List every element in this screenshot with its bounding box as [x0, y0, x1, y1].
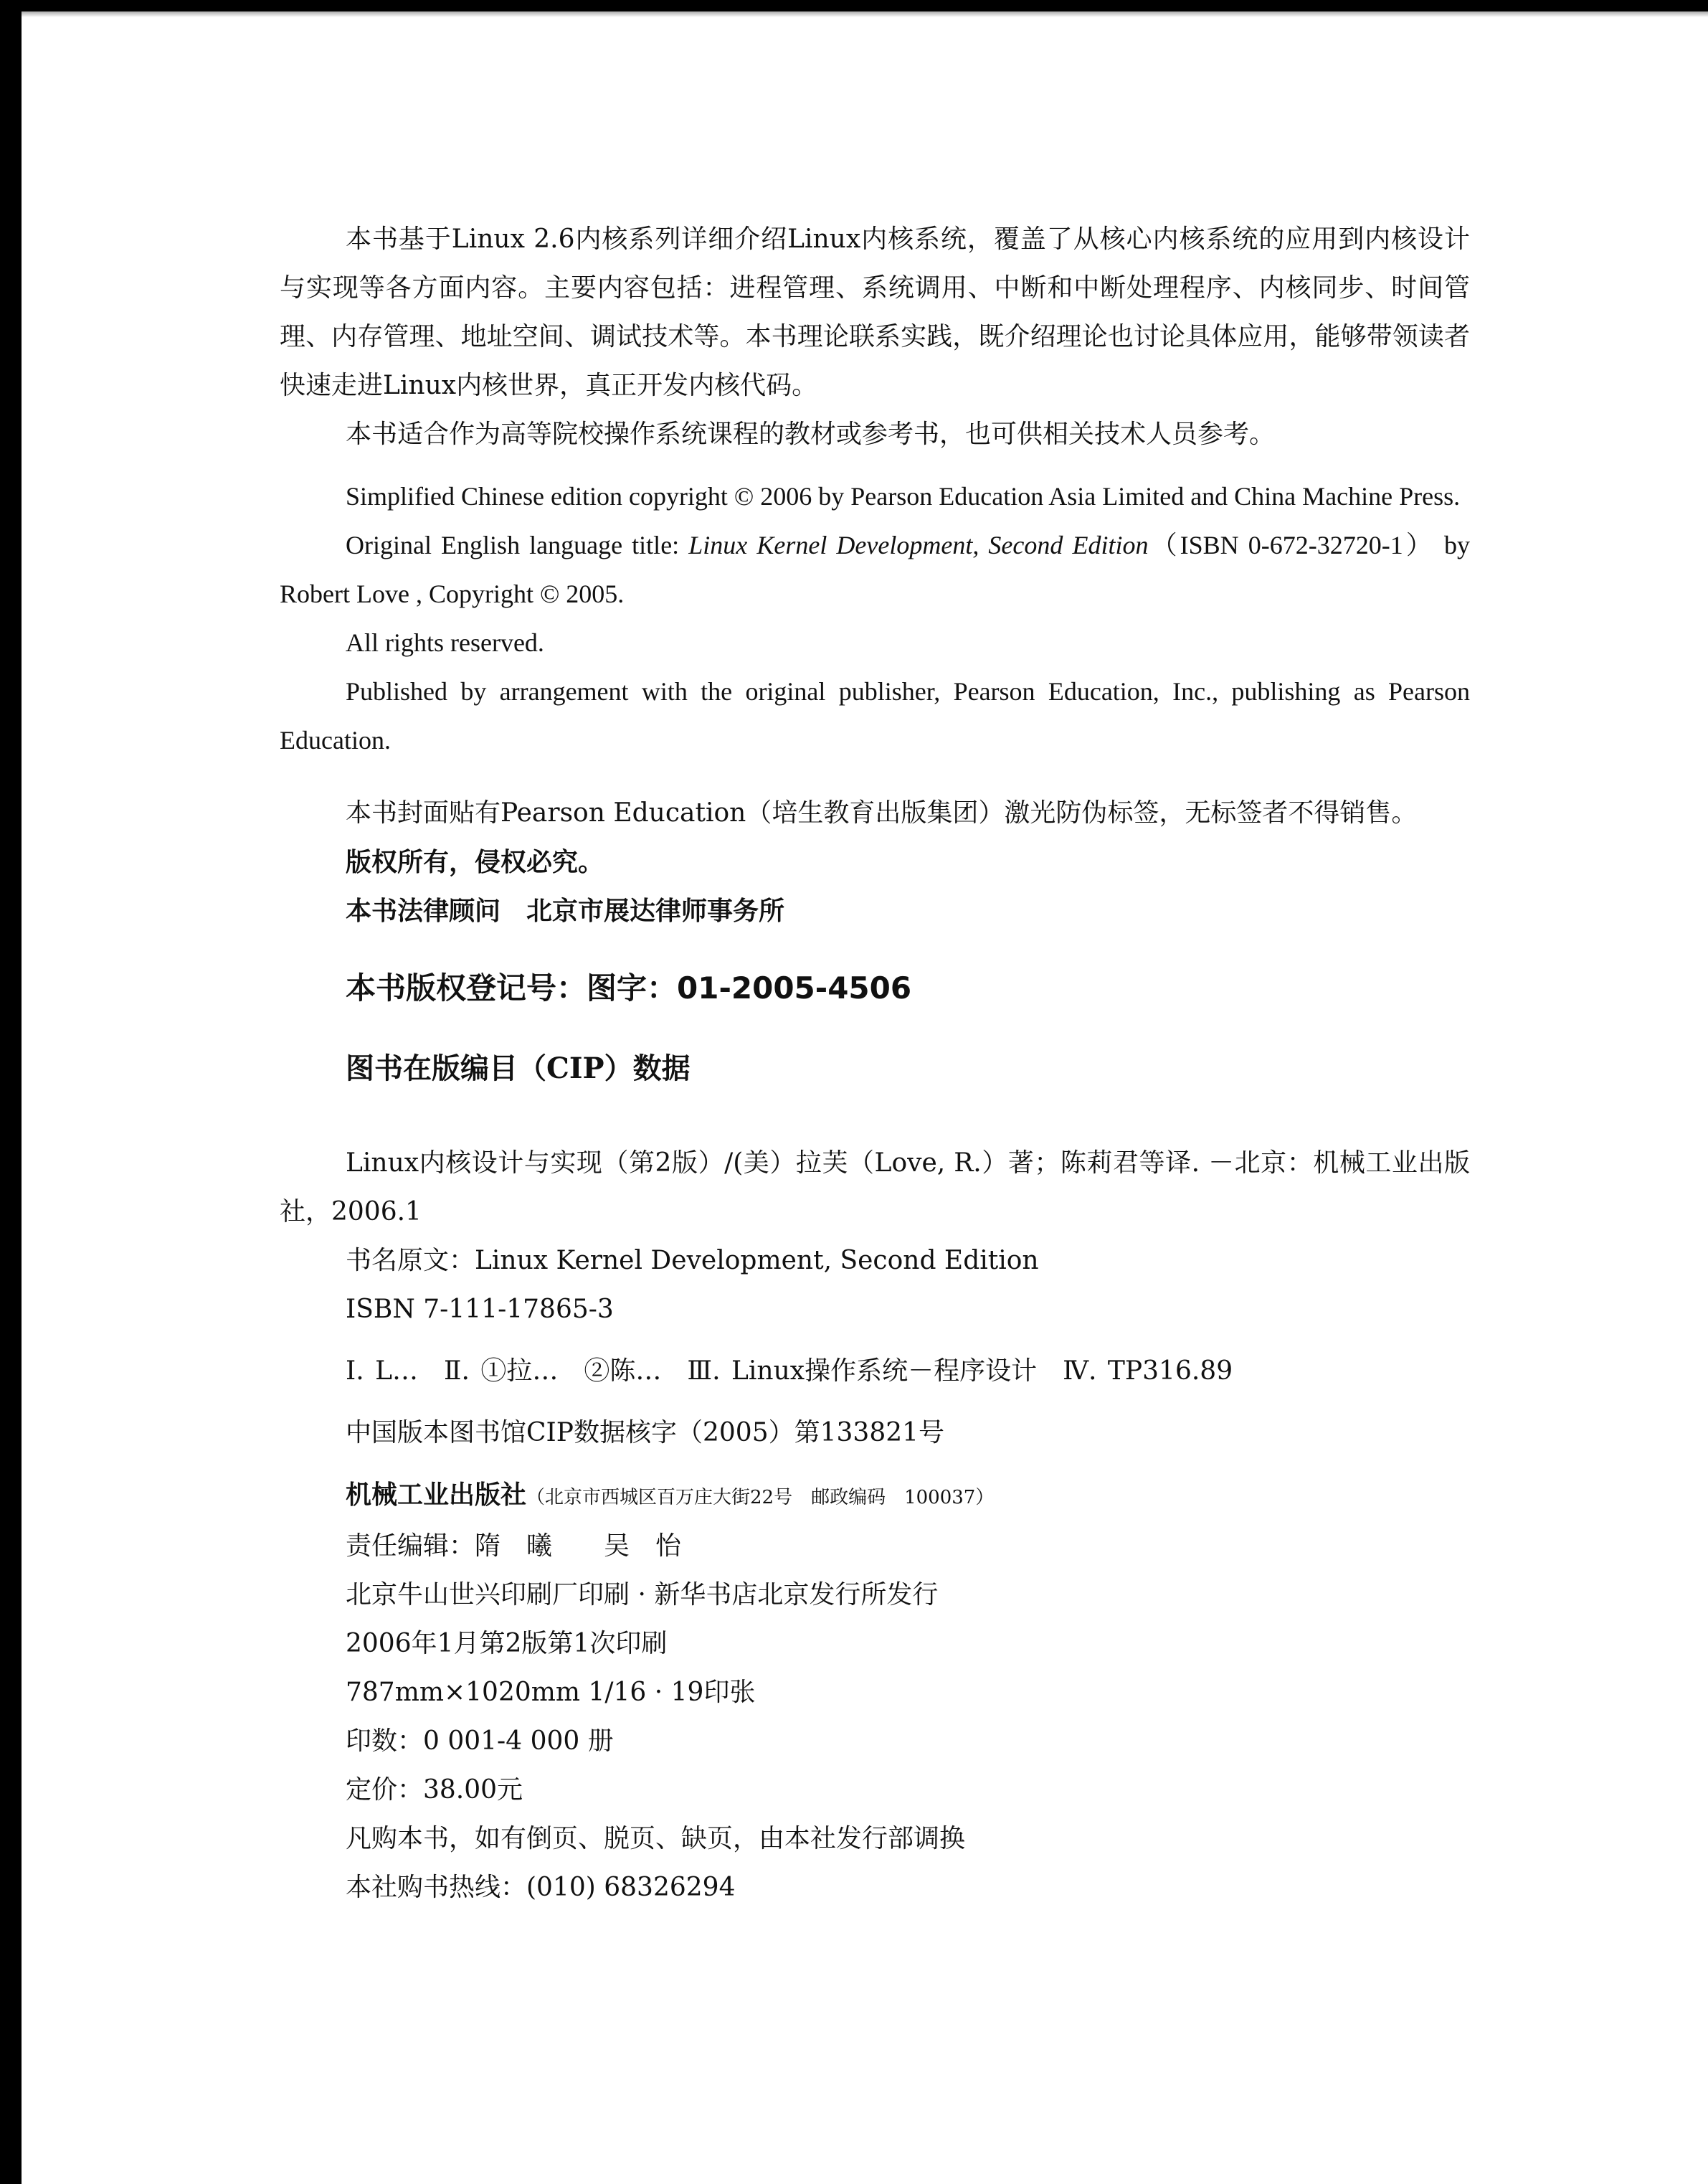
- cip-isbn: ISBN 7-111-17865-3: [346, 1295, 614, 1324]
- spacer: [280, 1334, 1470, 1347]
- original-title-suffix: （ISBN 0-672-32720-1） by Robert Love , Copyright © 2005.: [280, 531, 1471, 608]
- cip-heading: 图书在版编目（CIP）数据: [346, 1051, 691, 1085]
- anti-counterfeit-notice: 本书封面贴有Pearson Education（培生教育出版集团）激光防伪标签，无标签者不得销售。: [346, 798, 1418, 828]
- summary-paragraph: 本书基于Linux 2.6内核系列详细介绍Linux内核系统，覆盖了从核心内核系统的应用到内核设计与实现等各方面内容。主要内容包括：进程管理、系统调用、中断和中断处理程序、内核同步、时间管理、内存管理、地址空间、调试技术等。本书理论联系实践，既介绍理论也讨论具体应用，能够带领读者快速走进Linux内核世界，真正开发内核代码。: [280, 224, 1470, 400]
- publisher-address: （北京市西城区百万庄大街22号 邮政编码 100037）: [526, 1487, 995, 1508]
- publisher-line: [280, 1470, 1470, 1522]
- cip-classification: Ⅰ. L… Ⅱ. ①拉… ②陈… Ⅲ. Linux操作系统－程序设计 Ⅳ. TP316.89: [346, 1356, 1233, 1386]
- copyright-registration-number: 本书版权登记号：图字：01-2005-4506: [346, 970, 912, 1006]
- scan-border-top-shadow: [22, 11, 1708, 17]
- original-title-paragraph: [280, 521, 1470, 618]
- publishing-arrangement: Published by arrangement with the original publisher, Pearson Education, Inc., publishing as Pearson Education.: [280, 677, 1470, 755]
- spacer: [280, 459, 1470, 472]
- cip-entry: Linux内核设计与实现（第2版）/(美）拉芙（Love, R.）著；陈莉君等译. －北京：机械工业出版社，2006.1: [280, 1148, 1470, 1226]
- original-title-prefix: Original English language title:: [346, 531, 689, 559]
- original-title: Linux Kernel Development, Second Edition: [688, 531, 1149, 559]
- returns-policy: 凡购本书，如有倒页、脱页、缺页，由本社发行部调换: [346, 1824, 966, 1853]
- rights-reserved: All rights reserved.: [346, 628, 544, 657]
- publisher-name: 机械工业出版社: [346, 1480, 527, 1510]
- book-format: 787mm×1020mm 1/16 · 19印张: [346, 1678, 756, 1707]
- edition-copyright: Simplified Chinese edition copyright © 2006 by Pearson Education Asia Limited and China Machine Press.: [346, 482, 1461, 511]
- copyright-page: [280, 215, 1470, 1912]
- spacer: [280, 1457, 1470, 1470]
- scan-border-top: [0, 0, 1708, 11]
- legal-counsel: 本书法律顾问 北京市展达律师事务所: [346, 896, 785, 926]
- spacer: [280, 1096, 1470, 1139]
- sales-hotline: 本社购书热线：(010) 68326294: [346, 1873, 736, 1902]
- responsible-editors: 责任编辑：隋 曦 吴 怡: [346, 1531, 682, 1561]
- price: 定价：38.00元: [346, 1775, 523, 1805]
- audience-paragraph: 本书适合作为高等院校操作系统课程的教材或参考书，也可供相关技术人员参考。: [346, 420, 1276, 449]
- scan-border-left: [0, 0, 22, 2184]
- spacer: [280, 1017, 1470, 1041]
- spacer: [280, 765, 1470, 789]
- spacer: [280, 935, 1470, 960]
- printer-distributor: 北京牛山世兴印刷厂印刷 · 新华书店北京发行所发行: [346, 1580, 939, 1609]
- print-run: 印数：0 001-4 000 册: [346, 1726, 614, 1756]
- rights-notice: 版权所有，侵权必究。: [346, 847, 604, 877]
- spacer: [280, 1396, 1470, 1409]
- cip-library-number: 中国版本图书馆CIP数据核字（2005）第133821号: [346, 1418, 945, 1447]
- cip-original-title: 书名原文：Linux Kernel Development, Second Edition: [346, 1246, 1039, 1275]
- edition-printing: 2006年1月第2版第1次印刷: [346, 1629, 668, 1658]
